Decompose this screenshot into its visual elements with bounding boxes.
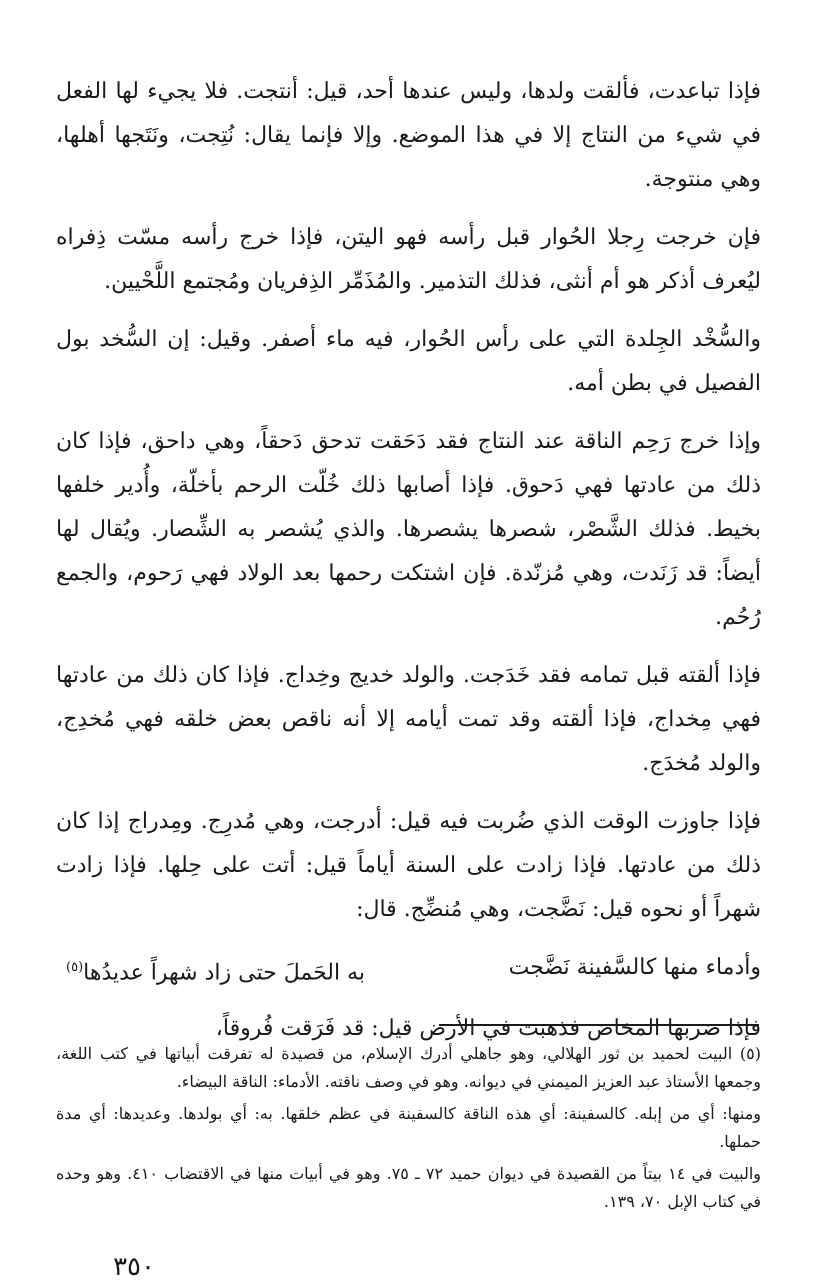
verse-hemistich-1: وأدماء منها كالسَّفينة نَضَّجت [508,955,761,980]
verse-hemistich-2 [66,946,365,995]
page-number: ٣٥٠ [113,1252,155,1282]
paragraph-7: فإذا ضربها المخاض فذهبت في الأرض قيل: قد فَرَقت فُروقاً، [215,1016,761,1042]
paragraph-6: فإذا جاوزت الوقت الذي ضُربت فيه قيل: أدرجت، وهي مُدرِج. ومِدراج إذا كان ذلك من عادتها. فإذا زادت على السنة أياماً قيل: أتت على حِلها. فإذا زادت شهراً أو نحوه قيل: نَضَّجت، وهي مُنضِّج. قال: [56,809,761,922]
main-text [56,70,761,1065]
footnotes [56,1040,761,1220]
footnote-3: والبيت في ١٤ بيتاً من القصيدة في ديوان حميد ٧٢ ـ ٧٥. وهو في أبيات منها في الاقتضاب ٤١٠. وهو وحده في كتاب الإبل ٧٠، ١٣٩. [56,1164,762,1211]
paragraph-1: فإذا تباعدت، فألقت ولدها، وليس عندها أحد، قيل: أنتجت. فلا يجيء لها الفعل في شيء من النتاج إلا في هذا الموضع. وإلا فإنما يقال: نُتِجت، ونَتَجها أهلها، وهي منتوجة. [56,79,761,192]
paragraph-3: والسُّخْد الجِلدة التي على رأس الحُوار، فيه ماء أصفر. وقيل: إن السُّخد بول الفصيل في بطن أمه. [56,327,761,396]
footnote-reference: (٥) [66,960,84,975]
footnote-divider [439,1024,759,1026]
verse-hemistich-2-text: به الحَملَ حتى زاد شهراً عديدُها [83,960,366,986]
footnote-2: ومنها: أي من إبله. كالسفينة: أي هذه الناقة كالسفينة في عظم خلقها. به: أي بولدها. وعديدها: أي مدة حملها. [56,1104,761,1151]
paragraph-4: وإذا خرج رَحِم الناقة عند النتاج فقد دَحَقت تدحق دَحقاً، وهي داحق، فإذا كان ذلك من عادتها فهي دَحوق. فإذا أصابها ذلك خُلّت الرحم بأخلّة، وأُدير خلفها بخيط. فذلك الشَّصْر، شصرها يشصرها. والذي يُشصر به الشِّصار. ويُقال لها أيضاً: قد زَنَدت، وهي مُزنّدة. فإن اشتكت رحمها بعد الولاد فهي رَحوم، والجمع رُحُم. [56,429,761,630]
poem-verse [56,946,761,995]
paragraph-2: فإن خرجت رِجلا الحُوار قبل رأسه فهو اليتن، فإذا خرج رأسه مسّت ذِفراه ليُعرف أذكر هو أم أنثى، فذلك التذمير. والمُذَمِّر الذِفريان ومُجتمع اللَّحْيين. [56,225,761,294]
footnote-1: (٥) البيت لحميد بن ثور الهلالي، وهو جاهلي أدرك الإسلام، من قصيدة له تفرقت أبياتها في كتب اللغة، وجمعها الأستاذ عبد العزيز الميمني في ديوانه. وهو في وصف ناقته. الأدماء: الناقة البيضاء. [56,1044,761,1091]
paragraph-5: فإذا ألقته قبل تمامه فقد خَدَجت. والولد خديج وخِداج. فإذا كان ذلك من عادتها فهي مِخداج، فإذا ألقته وقد تمت أيامه إلا أنه ناقص بعض خلقه فهي مُخدِج، والولد مُخدَج. [56,663,761,776]
